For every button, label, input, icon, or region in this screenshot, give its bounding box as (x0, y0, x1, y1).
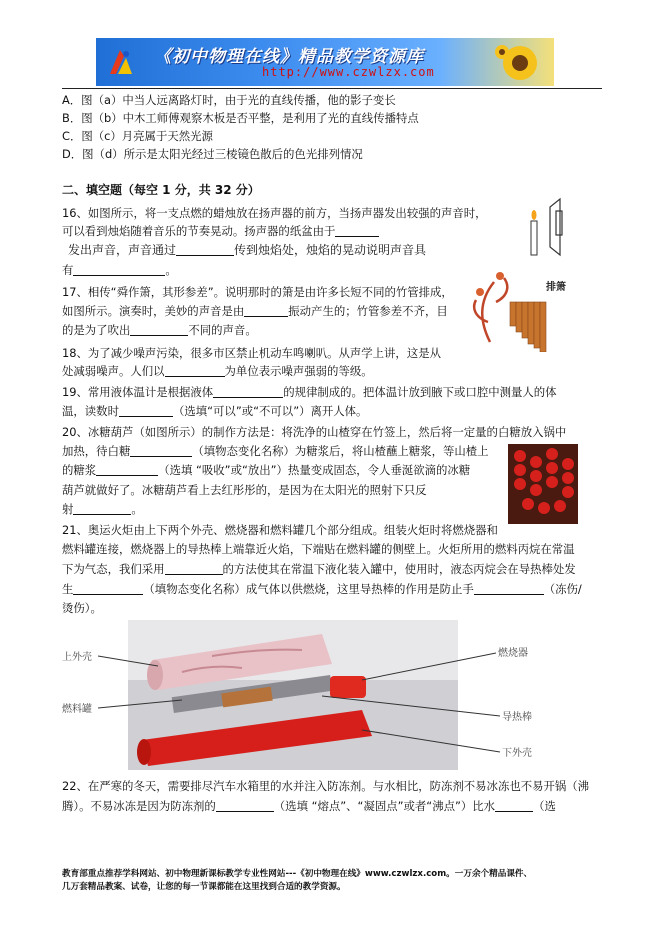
q16-line2 (62, 224, 379, 238)
q17-text: 不同的声音。 (188, 323, 257, 337)
q19-line1 (62, 385, 557, 399)
q16-text: 。 (165, 263, 177, 277)
footer-line2: 几万套精品教案、试卷，让您的每一节课都能在这里找到合适的教学资源。 (62, 882, 346, 892)
torch-figure (62, 620, 582, 770)
panpipe-figure (470, 262, 574, 352)
q18-line1: 18、为了减少噪声污染，很多市区禁止机动车鸣喇叭。从声学上讲，这是从 (62, 346, 441, 360)
q19-text: 的规律制成的。把体温计放到腋下或口腔中测量人的体 (283, 385, 557, 399)
q16-text: 发出声音，声音通过 (68, 243, 177, 257)
answer-blank (96, 464, 158, 476)
answer-blank (73, 264, 165, 276)
answer-blank (176, 244, 234, 256)
q19-text: 温，读数时 (62, 404, 119, 418)
answer-blank (165, 563, 223, 575)
q20-line1: 20、冰糖葫芦（如图所示）的制作方法是：将洗净的山楂穿在竹签上，然后将一定量的白糖放入锅中 (62, 425, 567, 439)
answer-blank (495, 800, 533, 812)
header-rule (62, 88, 602, 89)
answer-blank (244, 305, 288, 317)
q20-text: 加热，待白糖 (62, 444, 131, 458)
answer-blank (130, 324, 188, 336)
answer-blank (119, 405, 173, 417)
q19-text: 19、常用液体温计是根据液体 (62, 385, 214, 399)
q22-text: 腾）。不易冰冻是因为防冻剂的 (62, 799, 216, 813)
q22-line1: 22、在严寒的冬天，需要排尽汽车水箱里的水并注入防冻剂。与水相比，防冻剂不易冰冻也不易开锅（沸 (62, 779, 590, 793)
header-banner (96, 38, 554, 86)
label-fuel-tank: 燃料罐 (62, 704, 92, 715)
label-upper-shell: 上外壳 (62, 652, 92, 663)
q21-text: 的方法使其在常温下液化装入罐中，使用时，液态丙烷会在导热棒处发 (222, 562, 576, 576)
q16-line4 (62, 263, 177, 277)
q19-line2 (62, 404, 367, 418)
q19-text: （选填“可以”或“不可以”）离开人体。 (172, 404, 368, 418)
q20-line4: 葫芦就做好了。冰糖葫芦看上去红彤彤的，是因为在太阳光的照射下只反 (62, 483, 427, 497)
q20-text: （填物态变化名称）为糖浆后，将山楂蘸上糖浆，等山楂上 (192, 444, 489, 458)
q20-text: 射 (62, 502, 74, 516)
answer-blank (73, 583, 143, 595)
answer-blank (474, 583, 544, 595)
q20-text: 的糖浆 (62, 463, 97, 477)
answer-blank (130, 445, 192, 457)
q17-line3 (62, 323, 257, 337)
banner-title: 《初中物理在线》精品教学资源库 (154, 47, 424, 67)
q21-line3 (62, 562, 576, 576)
option-b: B．图（b）中木工师傅观察木板是否平整，是利用了光的直线传播特点 (62, 111, 419, 125)
q22-line2 (62, 799, 556, 813)
q16-text: 有 (62, 263, 74, 277)
q16-line1: 16、如图所示，将一支点燃的蜡烛放在扬声器的前方，当扬声器发出较强的声音时， (62, 206, 487, 220)
label-lower-shell: 下外壳 (502, 748, 532, 759)
q16-line3 (68, 243, 426, 257)
q17-line2 (62, 304, 448, 318)
q17-text: 如图所示。演奏时，美妙的声音是由 (62, 304, 245, 318)
q16-text: 可以看到烛焰随着音乐的节奏晃动。扬声器的纸盆由于 (62, 224, 336, 238)
speaker-candle-figure (520, 197, 566, 261)
banner-url[interactable]: http://www.czwlzx.com (262, 65, 435, 79)
sunflower-icon (494, 42, 546, 84)
q21-line5: 烫伤）。 (62, 601, 102, 615)
q20-line3 (62, 463, 470, 477)
tanghulu-figure (508, 444, 578, 524)
q18-text: 为单位表示噪声强弱的等级。 (224, 364, 373, 378)
answer-blank (335, 225, 379, 237)
q21-text: （冻伤/ (543, 582, 582, 596)
q17-text: 振动产生的；竹管参差不齐，目 (288, 304, 448, 318)
q17-text: 的是为了吹出 (62, 323, 131, 337)
answer-blank (216, 800, 274, 812)
q17-line1: 17、相传“舜作箫，其形参差”。说明那时的箫是由许多长短不同的竹管排成， (62, 285, 453, 299)
panpipe-label: 排箫 (546, 282, 566, 293)
answer-blank (165, 365, 225, 377)
q20-text: 。 (131, 502, 143, 516)
q22-text: （选填 “熔点”、“凝固点”或者“沸点”）比水 (273, 799, 496, 813)
option-c: C．图（c）月亮属于天然光源 (62, 129, 213, 143)
q21-line4 (62, 582, 582, 596)
site-logo-icon (106, 46, 136, 78)
section-heading: 二、填空题（每空 1 分，共 32 分） (62, 183, 260, 197)
q20-line2 (62, 444, 489, 458)
q21-line1: 21、奥运火炬由上下两个外壳、燃烧器和燃料罐几个部分组成。组装火炬时将燃烧器和 (62, 523, 498, 537)
q20-text: （选填 “吸收”或“放出”）热量变成固态，令人垂涎欲滴的冰糖 (158, 463, 471, 477)
q21-text: 生 (62, 582, 74, 596)
q16-text: 传到烛焰处，烛焰的晃动说明声音具 (234, 243, 427, 257)
q18-text: 处减弱噪声。人们以 (62, 364, 165, 378)
q21-line2: 燃料罐连接，燃烧器上的导热棒上端靠近火焰，下端贴在燃料罐的侧壁上。火炬所用的燃料丙烷在常温 (62, 542, 575, 556)
q20-line5 (62, 502, 143, 516)
option-d: D．图（d）所示是太阳光经过三棱镜色散后的色光排列情况 (62, 147, 363, 161)
label-burner: 燃烧器 (498, 648, 528, 659)
label-heat-rod: 导热棒 (502, 712, 532, 723)
q21-text: 下为气态，我们采用 (62, 562, 165, 576)
answer-blank (213, 386, 283, 398)
q18-line2 (62, 364, 373, 378)
footer-line1: 教育部重点推荐学科网站、初中物理新课标教学专业性网站---《初中物理在线》www.czwlzx.com。一万余个精品课件、 (62, 869, 533, 879)
q21-text: （填物态变化名称）成气体以供燃烧，这里导热棒的作用是防止手 (143, 582, 474, 596)
q22-text: （选 (533, 799, 556, 813)
answer-blank (73, 503, 131, 515)
option-a: A．图（a）中当人远离路灯时，由于光的直线传播，他的影子变长 (62, 93, 396, 107)
